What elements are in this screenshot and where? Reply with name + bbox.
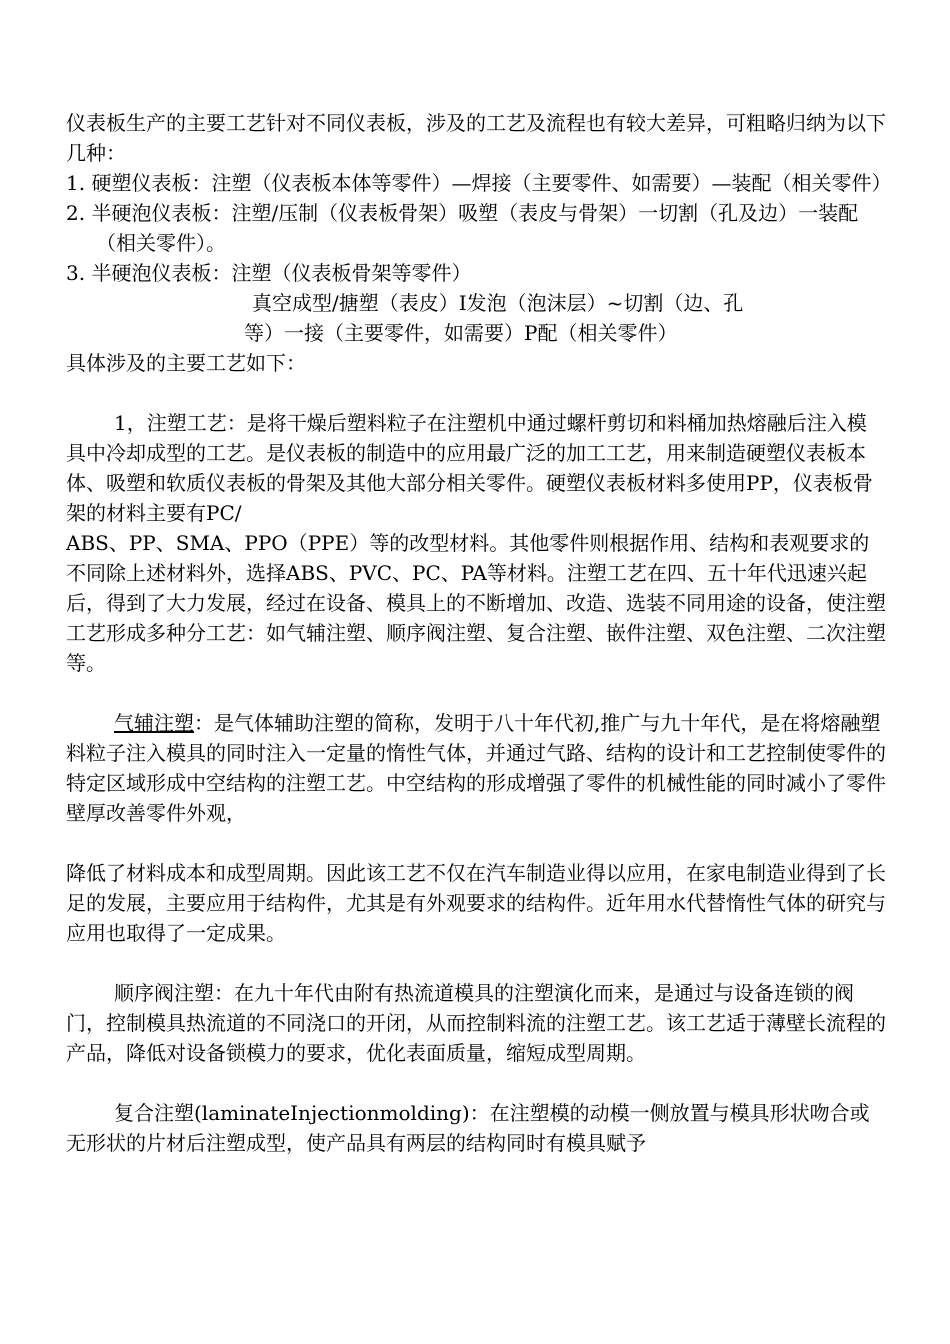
spacer (66, 1068, 886, 1098)
list-item-1: 1. 硬塑仪表板：注塑（仪表板本体等零件）—焊接（主要零件、如需要）—装配（相关零件） (66, 171, 892, 195)
sequential-valve-paragraph: 顺序阀注塑：在九十年代由附有热流道模具的注塑演化而来，是通过与设备连锁的阀门，控制模具热流道的不同浇口的开闭，从而控制料流的注塑工艺。该工艺适于薄壁长流程的产品，降低对设备锁模力的要求，优化表面质量，缩短成型周期。 (66, 981, 886, 1065)
gas-assist-term: 气辅注塑 (114, 711, 194, 735)
intro-paragraph: 仪表板生产的主要工艺针对不同仪表板，涉及的工艺及流程也有较大差异，可粗略归纳为以下几种： (66, 111, 886, 165)
list-item-3-line-2: 真空成型/搪塑（表皮）Ⅰ发泡（泡沫层）~切割（边、孔 (252, 291, 744, 315)
injection-paragraph: 1，注塑工艺：是将干燥后塑料粒子在注塑机中通过螺杆剪切和料桶加热熔融后注入模具中冷却成型的工艺。是仪表板的制造中的应用最广泛的加工工艺，用来制造硬塑仪表板本体、吸塑和软质仪表板的骨架及其他大部分相关零件。硬塑仪表板材料多使用PP，仪表板骨架的材料主要有PC/ (66, 411, 873, 525)
spacer (66, 678, 886, 708)
gas-assist-paragraph-cont: 降低了材料成本和成型周期。因此该工艺不仅在汽车制造业得以应用，在家电制造业得到了长足的发展，主要应用于结构件，尤其是有外观要求的结构件。近年用水代替惰性气体的研究与应用也取得了一定成果。 (66, 861, 886, 945)
spacer (66, 948, 886, 978)
laminate-paragraph: 复合注塑(laminateInjectionmolding)：在注塑模的动模一侧放置与模具形状吻合或无形状的片材后注塑成型，使产品具有两层的结构同时有模具赋予 (66, 1101, 870, 1155)
gas-assist-paragraph (66, 708, 886, 828)
list-item-2: 2. 半硬泡仪表板：注塑/压制（仪表板骨架）吸塑（表皮与骨架）一切割（孔及边）一装配（相关零件）。 (66, 201, 859, 255)
process-intro: 具体涉及的主要工艺如下： (66, 351, 306, 375)
list-item-3: 3. 半硬泡仪表板：注塑（仪表板骨架等零件） (66, 261, 472, 285)
gas-assist-text: ：是气体辅助注塑的简称，发明于八十年代初,推广与九十年代，是在将熔融塑料粒子注入模具的同时注入一定量的惰性气体，并通过气路、结构的设计和工艺控制使零件的特定区域形成中空结构的注塑工艺。中空结构的形成增强了零件的机械性能的同时减小了零件壁厚改善零件外观， (66, 711, 886, 825)
spacer (66, 828, 886, 858)
list-item-3-line-3: 等）一接（主要零件，如需要）P配（相关零件） (244, 321, 678, 345)
document-body (66, 108, 892, 1158)
injection-paragraph-cont: ABS、PP、SMA、PPO（PPE）等的改型材料。其他零件则根据作用、结构和表观要求的不同除上述材料外，选择ABS、PVC、PC、PA等材料。注塑工艺在四、五十年代迅速兴起后，得到了大力发展，经过在设备、模具上的不断增加、改造、选装不同用途的设备，使注塑工艺形成多种分工艺：如气辅注塑、顺序阀注塑、复合注塑、嵌件注塑、双色注塑、二次注塑等。 (66, 531, 886, 675)
spacer (66, 378, 886, 408)
